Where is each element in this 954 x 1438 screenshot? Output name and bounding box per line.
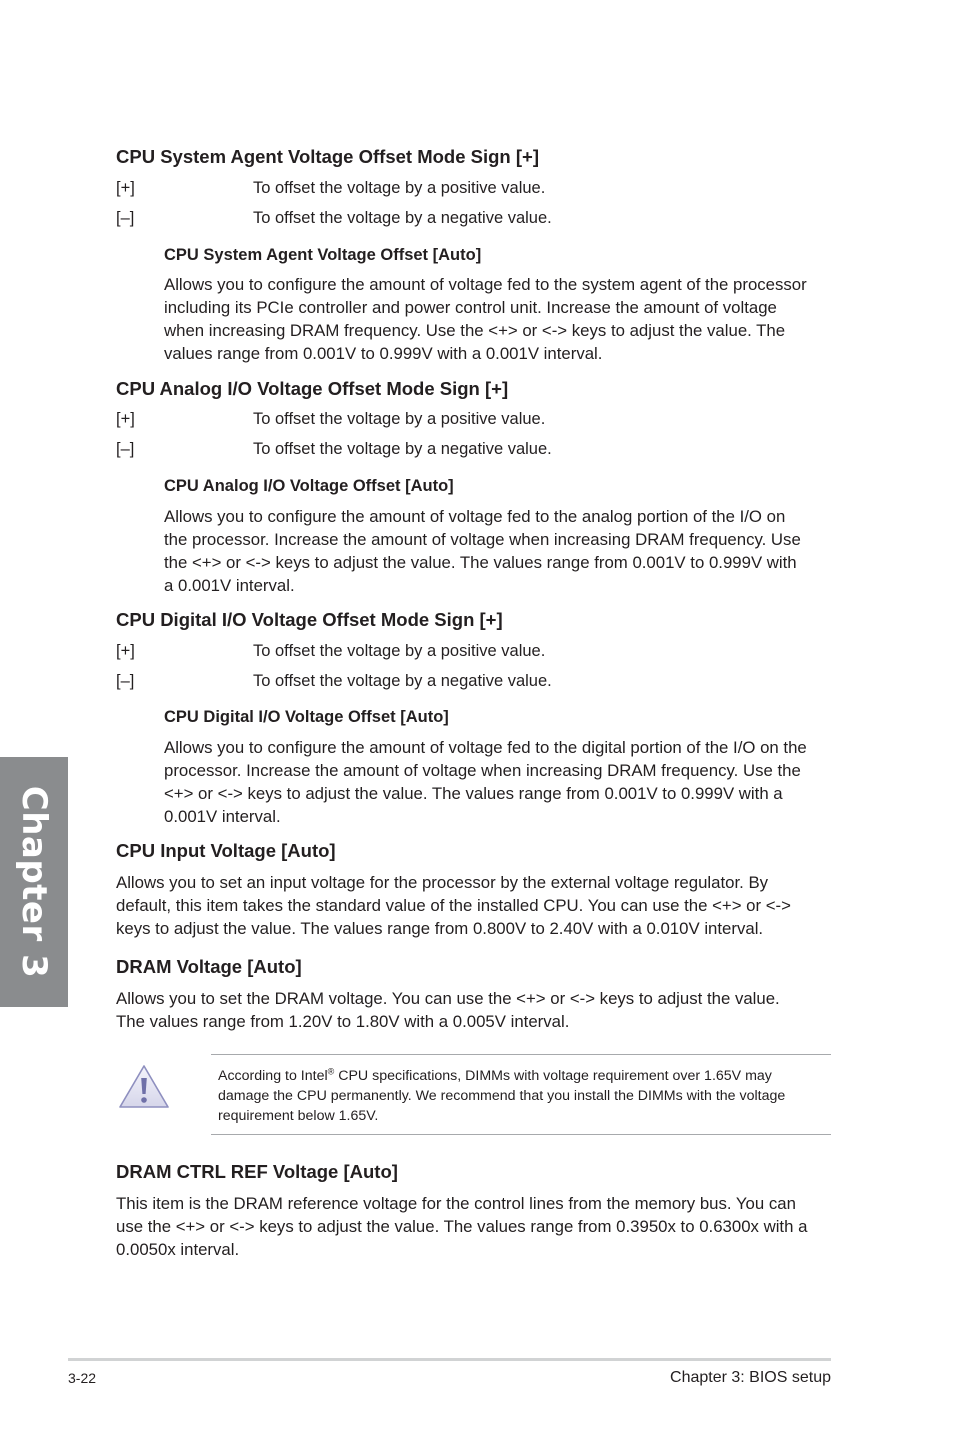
footer-chapter-title: Chapter 3: BIOS setup [670,1369,831,1386]
paragraph-line: The values range from 1.20V to 1.80V with a 0.005V interval. [116,1012,570,1031]
chapter-tab-label: Chapter 3 [14,785,54,979]
option-key: [–] [116,209,135,227]
subsection-title-digital-offset: CPU Digital I/O Voltage Offset [Auto] [164,708,449,726]
paragraph-line: 0.0050x interval. [116,1240,240,1259]
section-title-input-voltage: CPU Input Voltage [Auto] [116,840,336,861]
note-text [218,1066,785,1126]
option-desc: To offset the voltage by a positive value. [253,179,546,197]
option-desc: To offset the voltage by a positive value. [253,642,546,660]
paragraph-line: Allows you to configure the amount of voltage fed to the digital portion of the I/O on the [164,738,807,757]
paragraph-line: the processor. Increase the amount of voltage when increasing DRAM frequency. Use [164,530,801,549]
paragraph-line: Allows you to set the DRAM voltage. You can use the <+> or <-> keys to adjust the value. [116,989,780,1008]
note-top-rule [211,1054,831,1055]
option-desc: To offset the voltage by a positive value. [253,410,546,428]
section-paragraph [116,1192,807,1261]
paragraph-line: processor. Increase the amount of voltage when increasing DRAM frequency. Use the [164,761,801,780]
paragraph-line: a 0.001V interval. [164,576,295,595]
section-title-dram-voltage: DRAM Voltage [Auto] [116,956,302,977]
option-desc: To offset the voltage by a negative value. [253,440,552,458]
paragraph-line: including its PCIe controller and power control unit. Increase the amount of voltage [164,298,777,317]
subsection-paragraph [164,505,801,597]
paragraph-line: Allows you to set an input voltage for the processor by the external voltage regulator. By [116,873,769,892]
paragraph-line: <+> or <-> keys to adjust the value. The values range from 0.001V to 0.999V with a [164,784,783,803]
section-title-digital-sign: CPU Digital I/O Voltage Offset Mode Sign [+] [116,609,503,630]
note-line: requirement below 1.65V. [218,1108,379,1124]
paragraph-line: Allows you to configure the amount of voltage fed to the system agent of the processor [164,275,807,294]
paragraph-line: use the <+> or <-> keys to adjust the value. The values range from 0.3950x to 0.6300x with a [116,1217,808,1236]
section-paragraph [116,987,780,1033]
option-desc: To offset the voltage by a negative value. [253,209,552,227]
paragraph-line: the <+> or <-> keys to adjust the value. The values range from 0.001V to 0.999V with [164,553,797,572]
paragraph-line: keys to adjust the value. The values range from 0.800V to 2.40V with a 0.010V interval. [116,919,764,938]
warning-triangle-icon [117,1063,171,1111]
note-line: According to Intel® CPU specifications, DIMMs with voltage requirement over 1.65V may [218,1066,772,1084]
chapter-tab [0,757,68,1007]
option-key: [–] [116,440,135,458]
section-title-dram-ctrl-ref: DRAM CTRL REF Voltage [Auto] [116,1161,398,1182]
footer-rule [68,1358,831,1361]
option-key: [+] [116,410,135,428]
footer-page-number: 3-22 [68,1370,97,1386]
option-key: [–] [116,672,135,690]
note-line: damage the CPU permanently. We recommend that you install the DIMMs with the voltage [218,1088,786,1104]
option-key: [+] [116,179,135,197]
paragraph-line: 0.001V interval. [164,807,281,826]
section-paragraph [116,871,791,940]
section-title-sa-sign: CPU System Agent Voltage Offset Mode Sign [+] [116,146,539,167]
subsection-paragraph [164,273,807,365]
subsection-paragraph [164,736,807,828]
paragraph-line: default, this item takes the standard value of the installed CPU. You can use the <+> or <-> [116,896,791,915]
paragraph-line: values range from 0.001V to 0.999V with a 0.001V interval. [164,344,603,363]
paragraph-line: Allows you to configure the amount of voltage fed to the analog portion of the I/O on [164,507,786,526]
option-key: [+] [116,642,135,660]
subsection-title-analog-offset: CPU Analog I/O Voltage Offset [Auto] [164,477,454,495]
paragraph-line: when increasing DRAM frequency. Use the <+> or <-> keys to adjust the value. The [164,321,786,340]
section-title-analog-sign: CPU Analog I/O Voltage Offset Mode Sign [+] [116,378,509,399]
option-desc: To offset the voltage by a negative value. [253,672,552,690]
paragraph-line: This item is the DRAM reference voltage for the control lines from the memory bus. You can [116,1194,796,1213]
note-bottom-rule [211,1134,831,1135]
subsection-title-sa-offset: CPU System Agent Voltage Offset [Auto] [164,246,482,264]
